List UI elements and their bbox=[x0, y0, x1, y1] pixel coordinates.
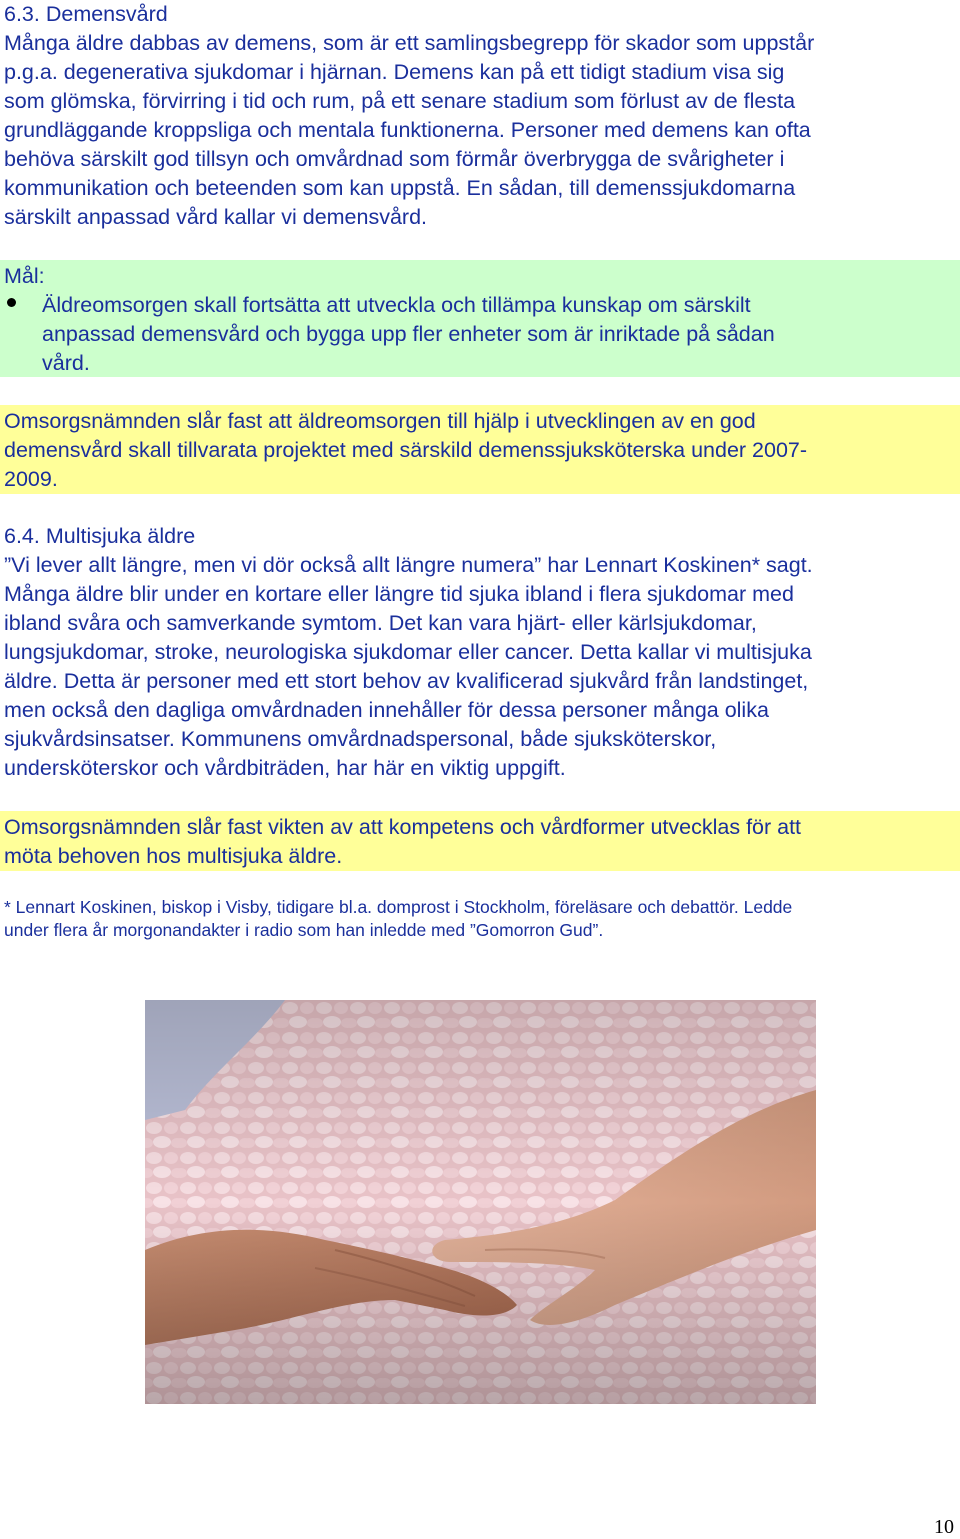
bullet-icon bbox=[7, 298, 16, 307]
paragraph-line: äldre. Detta är personer med ett stort behov av kvalificerad sjukvård från landstinget, bbox=[4, 669, 809, 693]
paragraph-line: Många äldre dabbas av demens, som är ett samlingsbegrepp för skador som uppstår bbox=[4, 31, 815, 55]
goal-line: Äldreomsorgen skall fortsätta att utveckla och tillämpa kunskap om särskilt bbox=[42, 293, 751, 317]
section-6-4 bbox=[4, 522, 956, 783]
paragraph-line: undersköterskor och vårdbiträden, har här en viktig uppgift. bbox=[4, 756, 566, 780]
paragraph-line: lungsjukdomar, stroke, neurologiska sjukdomar eller cancer. Detta kallar vi multisjuka bbox=[4, 640, 812, 664]
hands-photo-svg bbox=[145, 1000, 816, 1404]
paragraph-line: sjukvårdsinsatser. Kommunens omvårdnadspersonal, både sjuksköterskor, bbox=[4, 727, 717, 751]
paragraph-line: som glömska, förvirring i tid och rum, på ett senare stadium som förlust av de flesta bbox=[4, 89, 796, 113]
paragraph-line: Många äldre blir under en kortare eller längre tid sjuka ibland i flera sjukdomar med bbox=[4, 582, 794, 606]
decision-1-text bbox=[4, 407, 956, 494]
decision-line: demensvård skall tillvarata projektet med särskild demenssjuksköterska under 2007- bbox=[4, 438, 808, 462]
decision-line: 2009. bbox=[4, 467, 58, 491]
paragraph-line: behöva särskilt god tillsyn och omvårdnad som förmår överbrygga de svårigheter i bbox=[4, 147, 785, 171]
paragraph-line: ibland svåra och samverkande symtom. Det kan vara hjärt- eller kärlsjukdomar, bbox=[4, 611, 757, 635]
section-heading: 6.3. Demensvård bbox=[4, 2, 168, 26]
footnote bbox=[4, 896, 792, 942]
decision-line: Omsorgsnämnden slår fast att äldreomsorgen till hjälp i utvecklingen av en god bbox=[4, 409, 756, 433]
goal-label-block bbox=[4, 262, 956, 291]
decision-2-text bbox=[4, 813, 956, 871]
page-number: 10 bbox=[934, 1516, 954, 1538]
section-6-3 bbox=[4, 0, 956, 232]
decision-line: möta behoven hos multisjuka äldre. bbox=[4, 844, 343, 868]
paragraph-line: grundläggande kroppsliga och mentala funktionerna. Personer med demens kan ofta bbox=[4, 118, 811, 142]
goal-line: vård. bbox=[42, 351, 90, 375]
goal-text bbox=[42, 291, 956, 378]
section-heading: 6.4. Multisjuka äldre bbox=[4, 524, 196, 548]
paragraph-line: kommunikation och beteenden som kan uppstå. En sådan, till demenssjukdomarna bbox=[4, 176, 796, 200]
paragraph-line: p.g.a. degenerativa sjukdomar i hjärnan. Demens kan på ett tidigt stadium visa sig bbox=[4, 60, 785, 84]
paragraph-line: men också den dagliga omvårdnaden innehåller för dessa personer många olika bbox=[4, 698, 769, 722]
goal-label: Mål: bbox=[4, 264, 45, 288]
paragraph-line: ”Vi lever allt längre, men vi dör också allt längre numera” har Lennart Koskinen* sagt. bbox=[4, 553, 813, 577]
footnote-line: * Lennart Koskinen, biskop i Visby, tidigare bl.a. domprost i Stockholm, föreläsare och debattör. Ledde bbox=[4, 897, 793, 917]
decision-line: Omsorgsnämnden slår fast vikten av att kompetens och vårdformer utvecklas för att bbox=[4, 815, 802, 839]
goal-line: anpassad demensvård och bygga upp fler enheter som är inriktade på sådan bbox=[42, 322, 775, 346]
paragraph-line: särskilt anpassad vård kallar vi demensvård. bbox=[4, 205, 428, 229]
footnote-line: under flera år morgonandakter i radio som han inledde med ”Gomorron Gud”. bbox=[4, 920, 604, 940]
hands-photo bbox=[145, 1000, 816, 1404]
